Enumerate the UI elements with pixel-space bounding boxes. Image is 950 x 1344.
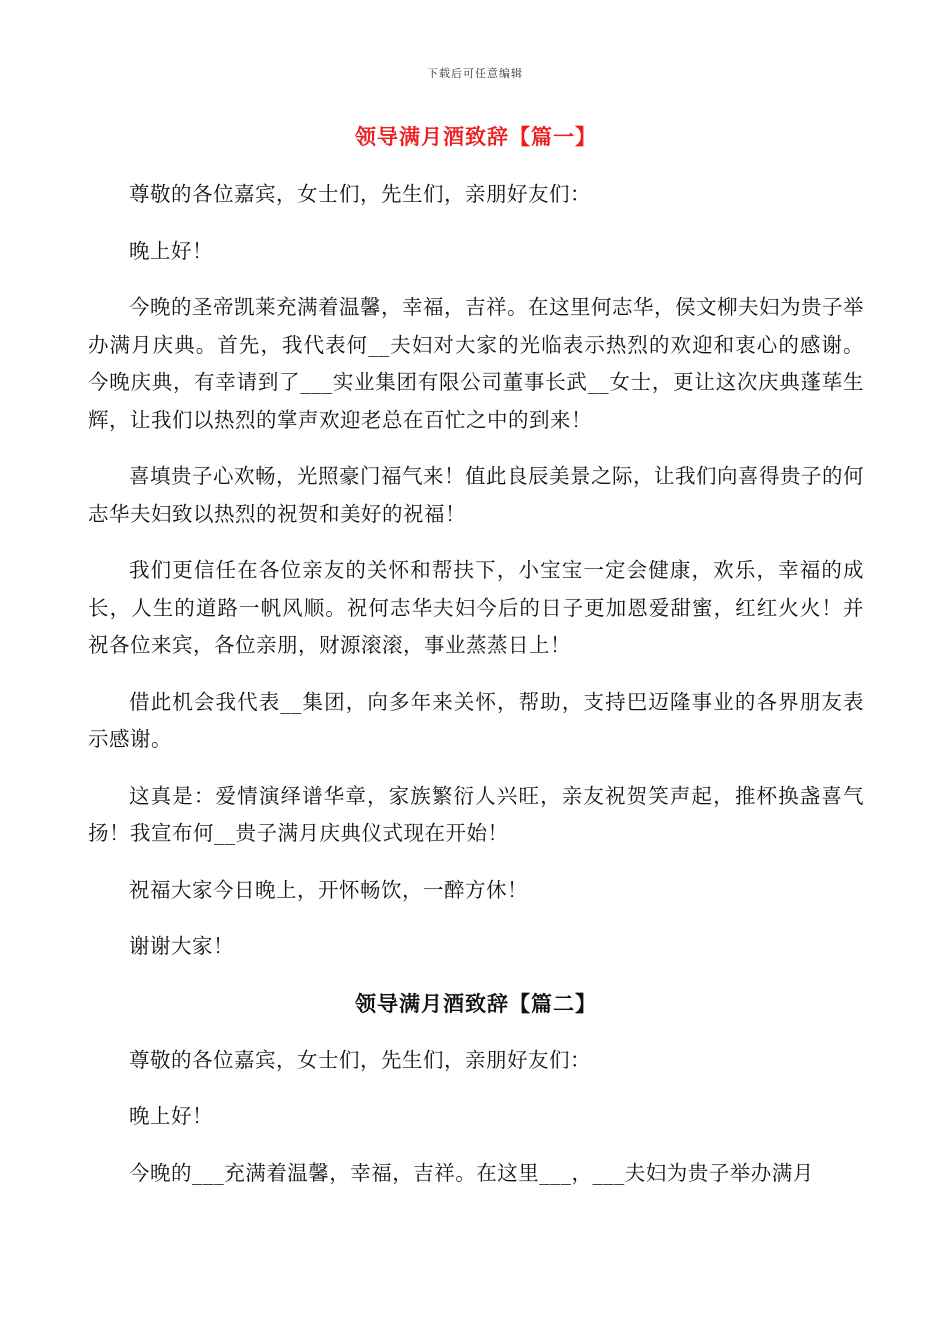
section1-paragraph-announce: 这真是：爱情演绎谱华章，家族繁衍人兴旺，亲友祝贺笑声起，推杯换盏喜气扬！我宣布何__贵子满月庆典仪式现在开始！ [88,783,864,845]
section1-paragraph-closing: 谢谢大家！ [129,934,234,958]
section1-title: 领导满月酒致辞【篇一】 [355,124,597,149]
section1-paragraph-wishes: 我们更信任在各位亲友的关怀和帮扶下，小宝宝一定会健康，欢乐，幸福的成长，人生的道路一帆风顺。祝何志华夫妇今后的日子更加恩爱甜蜜，红红火火！并祝各位来宾，各位亲朋，财源滚滚，事业蒸蒸日上！ [88,558,864,657]
header-note: 下载后可任意编辑 [427,67,523,80]
section2-paragraph-greeting: 尊敬的各位嘉宾，女士们，先生们，亲朋好友们： [129,1047,591,1072]
document-body [88,118,864,1192]
section2-paragraph-intro: 今晚的___充满着温馨，幸福，吉祥。在这里___，___夫妇为贵子举办满月 [129,1160,814,1185]
section1-paragraph-greeting: 尊敬的各位嘉宾，女士们，先生们，亲朋好友们： [129,182,591,206]
section1-paragraph-toast: 祝福大家今日晚上，开怀畅饮，一醉方休！ [129,877,528,902]
section2-title: 领导满月酒致辞【篇二】 [355,990,597,1016]
section1-paragraph-thanks: 借此机会我代表__集团，向多年来关怀，帮助，支持巴迈隆事业的各界朋友表示感谢。 [88,689,864,751]
section1-paragraph-hello: 晚上好！ [129,238,213,263]
section1-paragraph-intro: 今晚的圣帝凯莱充满着温馨，幸福，吉祥。在这里何志华，侯文柳夫妇为贵子举办满月庆典。首先，我代表何__夫妇对大家的光临表示热烈的欢迎和衷心的感谢。今晚庆典，有幸请到了___实业集团有限公司董事长武__女士，更让这次庆典蓬荜生辉，让我们以热烈的掌声欢迎老总在百忙之中的到来！ [88,295,864,432]
section2-paragraph-hello: 晚上好！ [129,1104,213,1128]
section1-paragraph-congrats: 喜填贵子心欢畅，光照豪门福气来！值此良辰美景之际，让我们向喜得贵子的何志华夫妇致以热烈的祝贺和美好的祝福！ [88,464,864,526]
